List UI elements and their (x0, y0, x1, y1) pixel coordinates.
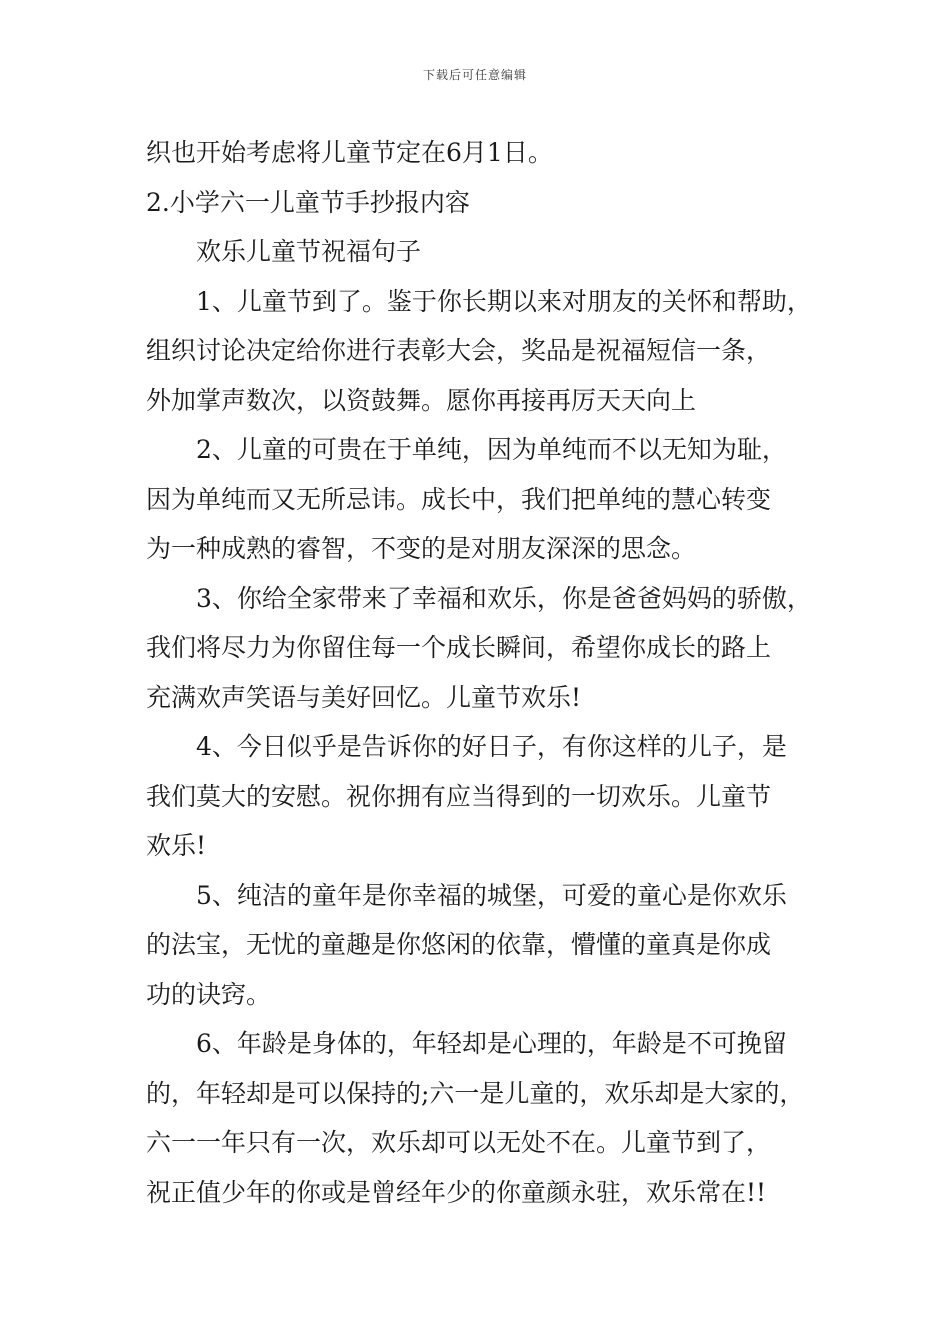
paragraph-4-line: 欢乐! (146, 831, 207, 860)
paragraph-5-line: 的法宝，无忧的童趣是你悠闲的依靠，懵懂的童真是你成 (146, 930, 772, 959)
document-body (146, 128, 836, 1217)
paragraph-4-line: 我们莫大的安慰。祝你拥有应当得到的一切欢乐。儿童节 (146, 781, 772, 811)
paragraph-5-line: 功的诀窍。 (146, 979, 272, 1009)
subsection-title: 欢乐儿童节祝福句子 (196, 237, 422, 266)
paragraph-2-line: 2、儿童的可贵在于单纯，因为单纯而不以无知为耻， (196, 435, 787, 464)
text-line: 织也开始考虑将儿童节定在6月1日。 (146, 138, 553, 167)
paragraph-3-line: 3、你给全家带来了幸福和欢乐，你是爸爸妈妈的骄傲， (196, 583, 812, 613)
paragraph-6-line: 6、年龄是身体的，年轻却是心理的，年龄是不可挽留 (196, 1029, 787, 1058)
paragraph-6-line: 的，年轻却是可以保持的;六一是儿童的，欢乐却是大家的， (146, 1078, 805, 1108)
paragraph-1-line: 1、儿童节到了。鉴于你长期以来对朋友的关怀和帮助， (196, 286, 812, 316)
paragraph-1-line: 外加掌声数次，以资鼓舞。愿你再接再厉天天向上 (146, 385, 697, 415)
paragraph-4-line: 4、今日似乎是告诉你的好日子，有你这样的儿子，是 (196, 732, 787, 761)
paragraph-2-line: 为一种成熟的睿智，不变的是对朋友深深的思念。 (146, 534, 697, 563)
paragraph-6-line: 六一一年只有一次，欢乐却可以无处不在。儿童节到了， (146, 1128, 772, 1157)
paragraph-3-line: 充满欢声笑语与美好回忆。儿童节欢乐! (146, 682, 582, 712)
paragraph-1-line: 组织讨论决定给你进行表彰大会，奖品是祝福短信一条， (146, 336, 772, 365)
section-heading: 2.小学六一儿童节手抄报内容 (146, 187, 470, 217)
paragraph-3-line: 我们将尽力为你留住每一个成长瞬间，希望你成长的路上 (146, 633, 772, 662)
paragraph-2-line: 因为单纯而又无所忌讳。成长中，我们把单纯的慧心转变 (146, 484, 772, 514)
paragraph-5-line: 5、纯洁的童年是你幸福的城堡，可爱的童心是你欢乐 (196, 880, 787, 910)
paragraph-6-line: 祝正值少年的你或是曾经年少的你童颜永驻，欢乐常在!! (146, 1177, 767, 1207)
page-header-note: 下载后可任意编辑 (422, 68, 527, 82)
